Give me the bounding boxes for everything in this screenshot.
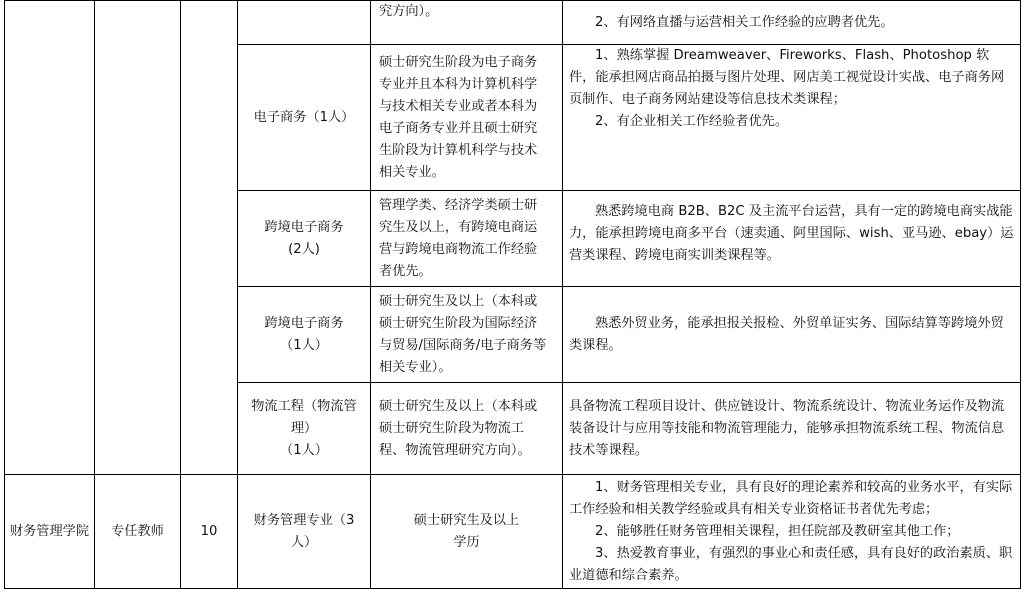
requirement-text: 究方向）。: [379, 4, 439, 19]
duties-cell: [563, 1, 1021, 45]
major-cell: [238, 475, 371, 589]
duty-text: 1、熟练掌握 Dreamweaver、Fireworks、Flash、Photoshop 软件，能承担网店商品拍摄与图片处理、网店美工视觉设计实战、电子商务网页制作、电子商务网站建设等信息技术类课程；: [569, 48, 1005, 107]
duties-cell: [563, 191, 1021, 287]
count-cell: [181, 475, 238, 589]
table-row: [5, 1, 1021, 45]
college-cell-continued: [5, 1, 95, 475]
requirement-cell: [371, 475, 563, 589]
duty-text: 熟悉跨境电商 B2B、B2C 及主流平台运营，具有一定的跨境电商实战能力，能承担跨境电商多平台（速卖通、阿里国际、wish、亚马逊、ebay）运营类课程、跨境电商实训类课程等。: [569, 204, 1014, 263]
count-text: 10: [200, 523, 218, 539]
table-row: [5, 475, 1021, 589]
duty-text: 2、有企业相关工作经验者优先。: [595, 114, 789, 129]
duty-text: 1、财务管理相关专业，具有良好的理论素养和较高的业务水平，有实际工作经验和相关教学经验或具有相关专业资格证书者优先考虑；: [569, 479, 1013, 517]
requirement-cell: [371, 1, 563, 45]
major-cell: [238, 191, 371, 287]
major-text: 财务管理专业（3人）: [253, 512, 355, 550]
count-cell-continued: [181, 1, 238, 475]
major-text: 电子商务（1人）: [253, 109, 355, 125]
duty-text: 具备物流工程项目设计、供应链设计、物流系统设计、物流业务运作及物流装备设计与应用等技能和物流管理能力，能够承担物流系统工程、物流信息技术等课程。: [569, 398, 1005, 458]
requirement-text: 硕士研究生及以上: [413, 512, 520, 528]
requirement-text: 学历: [453, 534, 480, 550]
requirement-cell: [371, 45, 563, 191]
major-text: 跨境电子商务（1人）: [264, 315, 344, 353]
duty-text: 熟悉外贸业务，能承担报关报检、外贸单证实务、国际结算等跨境外贸类课程。: [569, 315, 1004, 353]
requirement-text: 管理学类、经济学类硕士研究生及以上，有跨境电商运营与跨境电商物流工作经验者优先。: [379, 197, 538, 279]
requirement-text: 硕士研究生阶段为电子商务专业并且本科为计算机科学与技术相关专业或者本科为电子商务专业并且硕士研究生阶段为计算机科学与技术相关专业。: [379, 54, 538, 180]
position-cell: [95, 475, 181, 589]
major-text: 物流工程（物流管理）: [251, 398, 357, 436]
college-cell: [5, 475, 95, 589]
major-text: （1人）: [280, 442, 328, 458]
major-cell: [238, 383, 371, 475]
duties-cell: [563, 287, 1021, 383]
requirement-text: 硕士研究生及以上（本科或硕士研究生阶段为物流工程、物流管理研究方向）。: [379, 398, 538, 458]
duties-cell: [563, 383, 1021, 475]
major-text: 跨境电子商务(2人): [264, 219, 344, 257]
duty-text: 2、能够胜任财务管理相关课程，担任院部及教研室其他工作；: [595, 523, 960, 539]
duty-text: 3、热爱教育事业，有强烈的事业心和责任感，具有良好的政治素质、职业道德和综合素养。: [569, 545, 1013, 583]
college-text: 财务管理学院: [9, 523, 90, 539]
major-cell: [238, 1, 371, 45]
duty-text: 2、有网络直播与运营相关工作经验的应聘者优先。: [595, 14, 894, 30]
major-cell: [238, 45, 371, 191]
position-cell-continued: [95, 1, 181, 475]
position-text: 专任教师: [111, 523, 164, 539]
requirement-cell: [371, 191, 563, 287]
recruitment-table: [4, 0, 1021, 589]
duties-cell: [563, 475, 1021, 589]
requirement-cell: [371, 287, 563, 383]
requirement-cell: [371, 383, 563, 475]
major-cell: [238, 287, 371, 383]
requirement-text: 硕士研究生及以上（本科或硕士研究生阶段为国际经济与贸易/国际商务/电子商务等相关专业）。: [379, 293, 547, 375]
duties-cell: [563, 45, 1021, 191]
